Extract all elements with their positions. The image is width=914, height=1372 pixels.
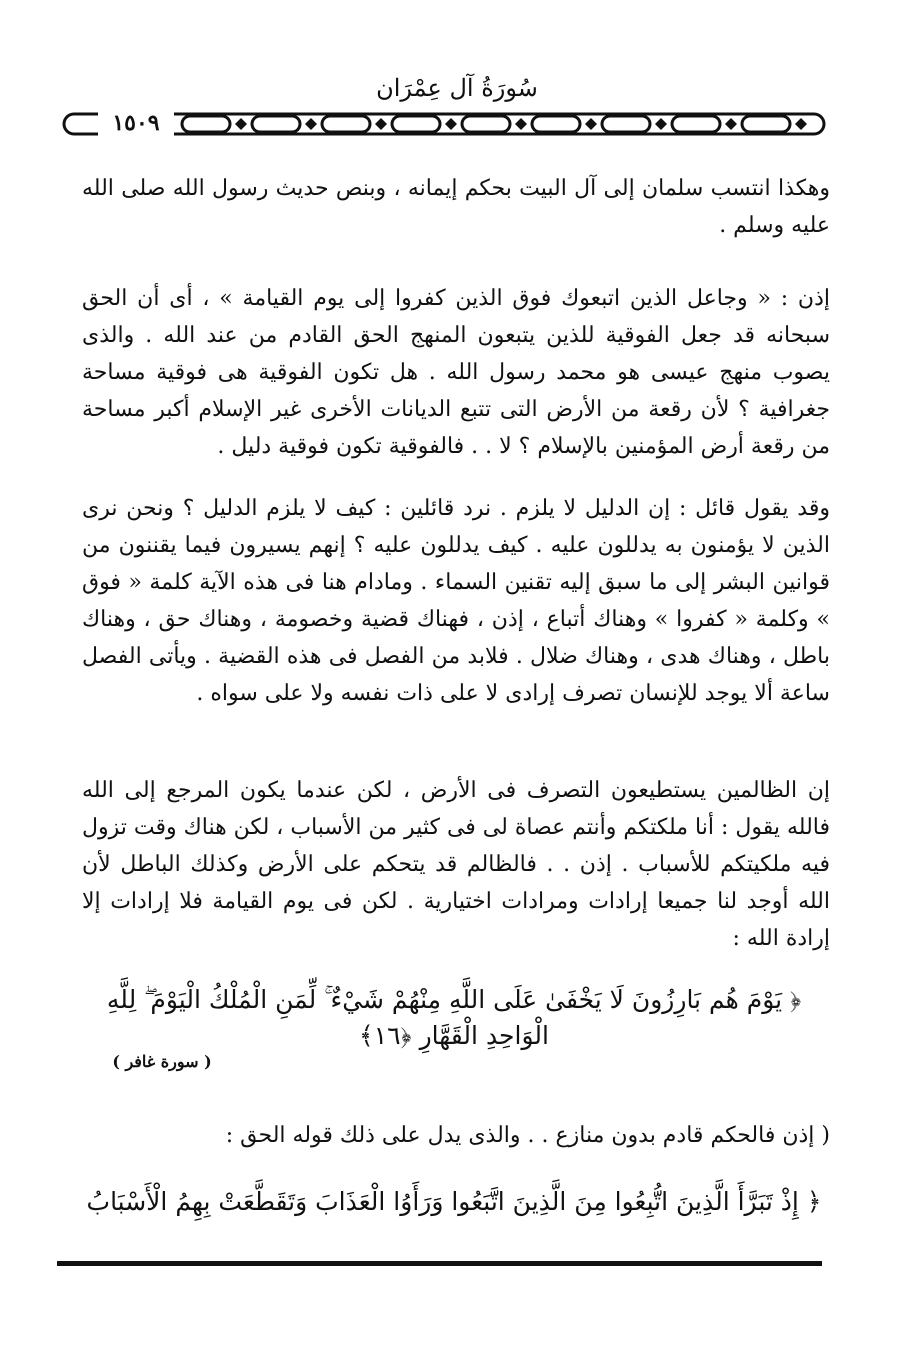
paragraph-3: وقد يقول قائل : إن الدليل لا يلزم . نرد قائلين : كيف لا يلزم الدليل ؟ ونحن نرى الذين لا يؤمنون به يدللون عليه . كيف يدللون عليه ؟ إنهم يسيرون فيما يقننون من قوانين البشر إلى ما سبق إليه تقنين السماء . ومادام هنا فى هذه الآية كلمة « فوق » وكلمة « كفروا » وهناك أتباع ، إذن ، فهناك قضية وخصومة ، وهناك حق ، وهناك باطل ، وهناك هدى ، وهناك ضلال . فلابد من الفصل فى هذه القضية . ويأتى الفصل ساعة ألا يوجد للإنسان تصرف إرادى لا على ذات نفسه ولا على سواه . [82,496,830,706]
verse-source-reference: ( سورة غافر ) [112,1052,212,1071]
paragraph-1: وهكذا انتسب سلمان إلى آل البيت بحكم إيمانه ، وبنص حديث رسول الله صلى الله عليه وسلم . [82,176,830,238]
quran-verse-ghafir: ﴿ يَوْمَ هُم بَارِزُونَ لَا يَخْفَىٰ عَلَى اللَّهِ مِنْهُمْ شَيْءٌ ۚ لِّمَنِ الْمُلْكُ الْيَوْمَ ۖ لِلَّهِ الْوَاحِدِ الْقَهَّارِ ﴿١٦﴾ [106,985,802,1050]
quran-verse-baqarah: ﴿ إِذْ تَبَرَّأَ الَّذِينَ اتُّبِعُوا مِنَ الَّذِينَ اتَّبَعُوا وَرَأَوُا الْعَذَابَ وَتَقَطَّعَتْ بِهِمُ الْأَسْبَابُ [86,1187,822,1216]
footer-rule [57,1261,822,1266]
surah-title: سُورَةُ آل عِمْرَان [376,74,538,102]
paragraph-2: إذن : « وجاعل الذين اتبعوك فوق الذين كفروا إلى يوم القيامة » ، أى أن الحق سبحانه قد جعل الفوقية للذين يتبعون المنهج الحق القادم من عند الله . والذى يصوب منهج عيسى هو محمد رسول الله . هل تكون الفوقية هى فوقية مساحة جغرافية ؟ لأن رقعة من الأرض التى تتبع الديانات الأخرى غير الإسلام أكبر مساحة من رقعة أرض المؤمنين بالإسلام ؟ لا . . فالفوقية تكون فوقية دليل . [82,286,830,459]
paragraph-4: إن الظالمين يستطيعون التصرف فى الأرض ، لكن عندما يكون المرجع إلى الله فالله يقول : أنا ملكتكم وأنتم عصاة لى فى كثير من الأسباب ، لكن هناك وقت تزول فيه ملكيتكم للأسباب . إذن . . فالظالم قد يتحكم على الأرض وكذلك الباطل لأن الله أوجد لنا جميعا إرادات ومرادات اختيارية . لكن فى يوم القيامة فلا إرادات إلا إرادة الله : [82,778,830,951]
ornamental-border [62,110,826,138]
commentary-line: ( إذن فالحكم قادم بدون منازع . . والذى يدل على ذلك قوله الحق : [225,1123,830,1148]
page-number: ١٥٠٩ [98,108,174,138]
